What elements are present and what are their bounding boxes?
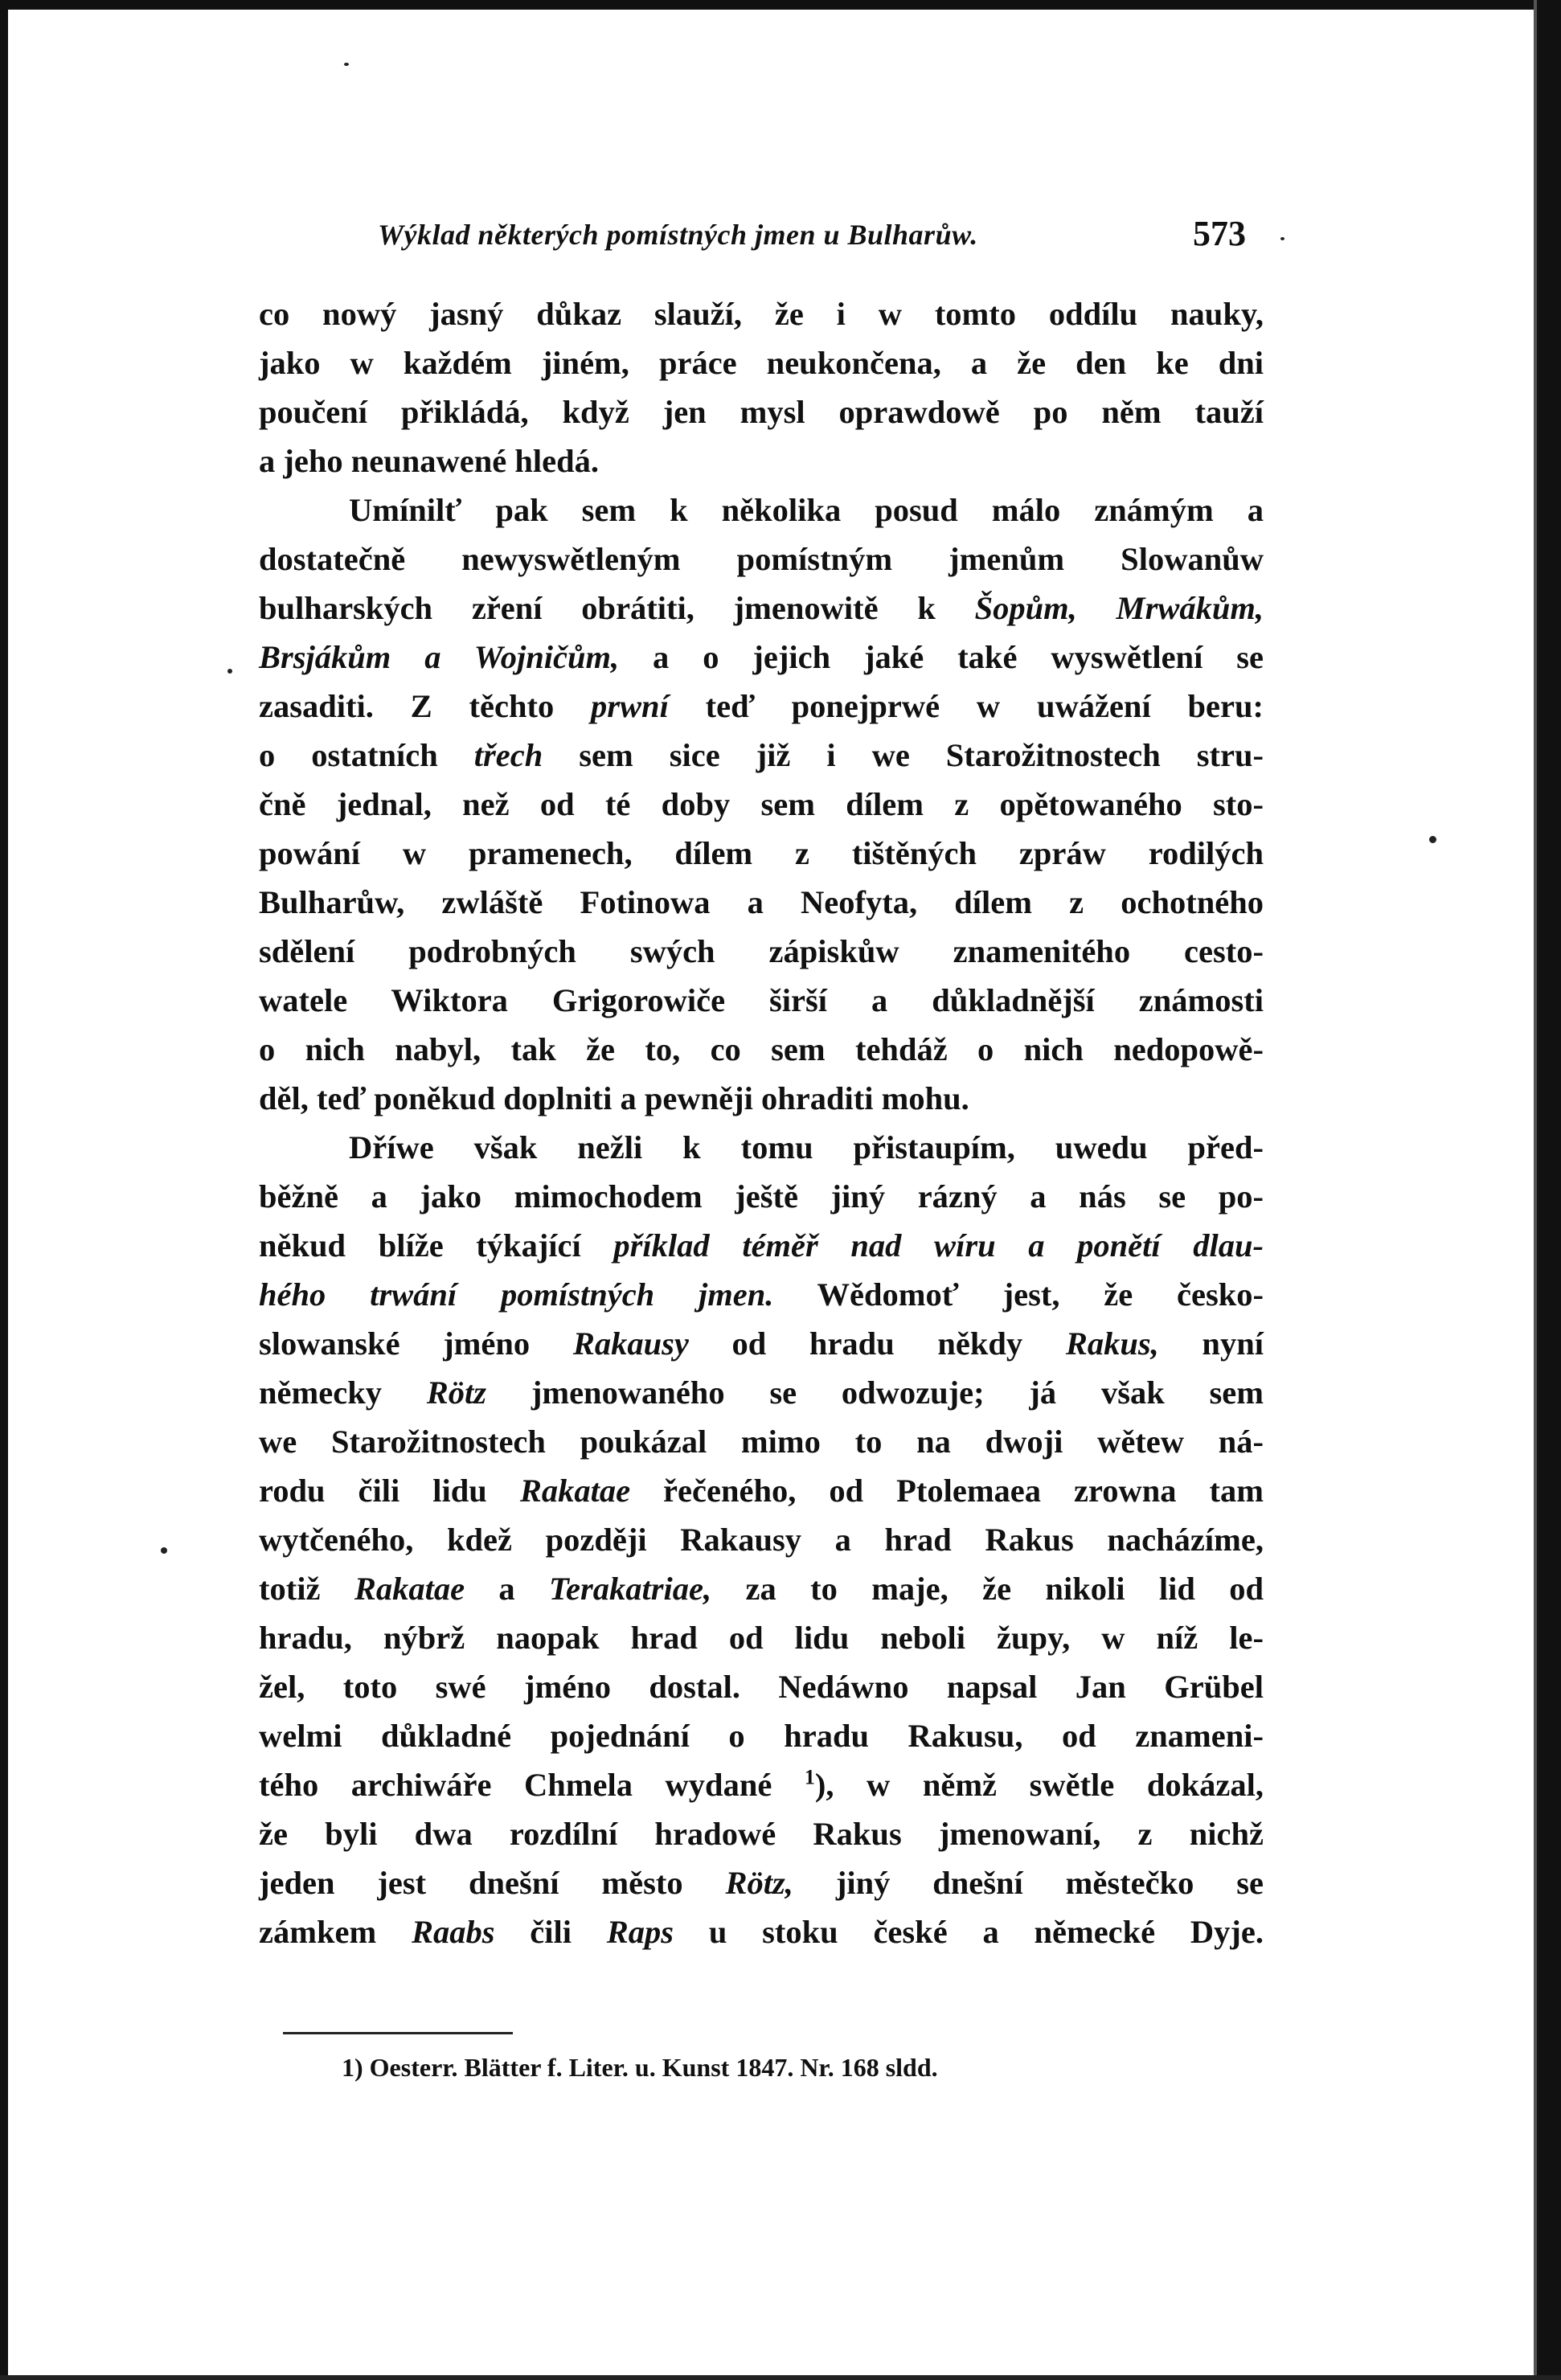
text-line: Bulharůw, zwláště Fotinowa a Neofyta, dílem z ochotného (259, 884, 1264, 920)
text-line: o nich nabyl, tak že to, co sem tehdáž o nich nedopowě- (259, 1031, 1264, 1067)
italic-term: Rötz, (725, 1865, 793, 1901)
text-line: slowanské jméno Rakausy od hradu někdy Rakus, nyní (259, 1325, 1264, 1362)
ink-speck (1429, 836, 1436, 843)
text-line: tého archiwáře Chmela wydané $^1$), w němž swětle dokázal, (259, 1765, 1264, 1803)
text-line: co nowý jasný důkaz slauží, že i w tomto oddílu nauky, (259, 296, 1264, 332)
text-line: žel, toto swé jméno dostal. Nedáwno napsal Jan Grübel (259, 1669, 1264, 1705)
scan-right-edge (1537, 0, 1561, 2380)
scan-left-edge (0, 0, 8, 2380)
italic-term: Rakatae (519, 1473, 631, 1509)
body-text (259, 289, 1264, 1956)
text-line: poučení přikládá, když jen mysl oprawdowě po něm tauží (259, 394, 1264, 430)
italic-term: Rakatae (354, 1571, 465, 1607)
text-line: hého trwání pomístných jmen. Wědomoť jest, že česko- (259, 1276, 1264, 1313)
ink-speck (344, 63, 349, 66)
ink-speck (1280, 237, 1284, 240)
footnote: 1) Oesterr. Blätter f. Liter. u. Kunst 1847. Nr. 168 sldd. (342, 2053, 938, 2082)
text-line: Brsjákům a Wojničům, a o jejich jaké také wyswětlení se (259, 639, 1264, 675)
ink-speck (227, 669, 232, 674)
text-line: sdělení podrobných swých zápiskůw znamenitého cesto- (259, 933, 1264, 969)
text-line: Dříwe však nežli k tomu přistaupím, uwedu před- (349, 1129, 1264, 1165)
text-line: welmi důkladné pojednání o hradu Rakusu, od znameni- (259, 1718, 1264, 1754)
italic-term: Rakausy (572, 1325, 689, 1362)
footnote-divider (283, 2032, 513, 2034)
text-line: watele Wiktora Grigorowiče širší a důkladnější známosti (259, 982, 1264, 1018)
scan-top-edge (0, 0, 1561, 10)
text-line: dostatečně newyswětleným pomístným jmenům Slowanůw (259, 541, 1264, 577)
text-line: a jeho neunawené hledá. (259, 443, 600, 479)
italic-term: Terakatriae, (549, 1571, 712, 1607)
italic-term: hého trwání pomístných jmen. (259, 1276, 774, 1313)
text-line: běžně a jako mimochodem ještě jiný rázný a nás se po- (259, 1178, 1264, 1215)
italic-term: Rakus, (1065, 1325, 1159, 1362)
text-line: powání w pramenech, dílem z tištěných zpráw rodilých (259, 835, 1264, 871)
text-line: rodu čili lidu Rakatae řečeného, od Ptolemaea zrowna tam (259, 1473, 1264, 1509)
italic-term: Brsjákům a Wojničům, (259, 639, 620, 675)
text-line: německy Rötz jmenowaného se odwozuje; já však sem (259, 1374, 1264, 1411)
italic-term: Rötz (426, 1374, 487, 1411)
text-line: o ostatních třech sem sice již i we Starožitnostech stru- (259, 737, 1264, 773)
text-line: wytčeného, kdež později Rakausy a hrad Rakus nacházíme, (259, 1522, 1264, 1558)
text-line: totiž Rakatae a Terakatriae, za to maje, že nikoli lid od (259, 1571, 1264, 1607)
text-line: čně jednal, než od té doby sem dílem z opětowaného sto- (259, 786, 1264, 822)
text-line: zámkem Raabs čili Raps u stoku české a německé Dyje. (259, 1914, 1264, 1950)
text-line: jako w každém jiném, práce neukončena, a že den ke dni (259, 345, 1264, 381)
text-line: Umínilť pak sem k několika posud málo známým a (349, 492, 1264, 528)
italic-term: prwní (591, 688, 669, 724)
footnote-marker: 1 (804, 1765, 815, 1789)
running-title: Wýklad některých pomístných jmen u Bulharůw. (378, 219, 978, 251)
text-line: zasaditi. Z těchto prwní teď ponejprwé w uwážení beru: (259, 688, 1264, 724)
page-number: 573 (1193, 214, 1246, 253)
italic-term: Raps (606, 1914, 674, 1950)
italic-term: třech (473, 737, 543, 773)
text-line: děl, teď poněkud doplniti a pewněji ohraditi mohu. (259, 1080, 969, 1116)
scan-bottom-edge (0, 2375, 1561, 2380)
text-line: hradu, nýbrž naopak hrad od lidu neboli župy, w níž le- (259, 1620, 1264, 1656)
italic-term: Raabs (411, 1914, 495, 1950)
text-line: we Starožitnostech poukázal mimo to na dwoji wětew ná- (259, 1423, 1264, 1460)
text-line: jeden jest dnešní město Rötz, jiný dnešní městečko se (259, 1865, 1264, 1901)
italic-term: Šopům, Mrwákům, (974, 590, 1264, 626)
text-line: někud blíže týkající příklad téměř nad wíru a ponětí dlau- (259, 1227, 1264, 1264)
text-line: bulharských zření obrátiti, jmenowitě k Šopům, Mrwákům, (259, 590, 1264, 626)
ink-speck (161, 1547, 167, 1554)
text-line: že byli dwa rozdílní hradowé Rakus jmenowaní, z nichž (259, 1816, 1264, 1852)
italic-term: příklad téměř nad wíru a ponětí dlau- (613, 1227, 1264, 1264)
running-header (378, 213, 1246, 261)
